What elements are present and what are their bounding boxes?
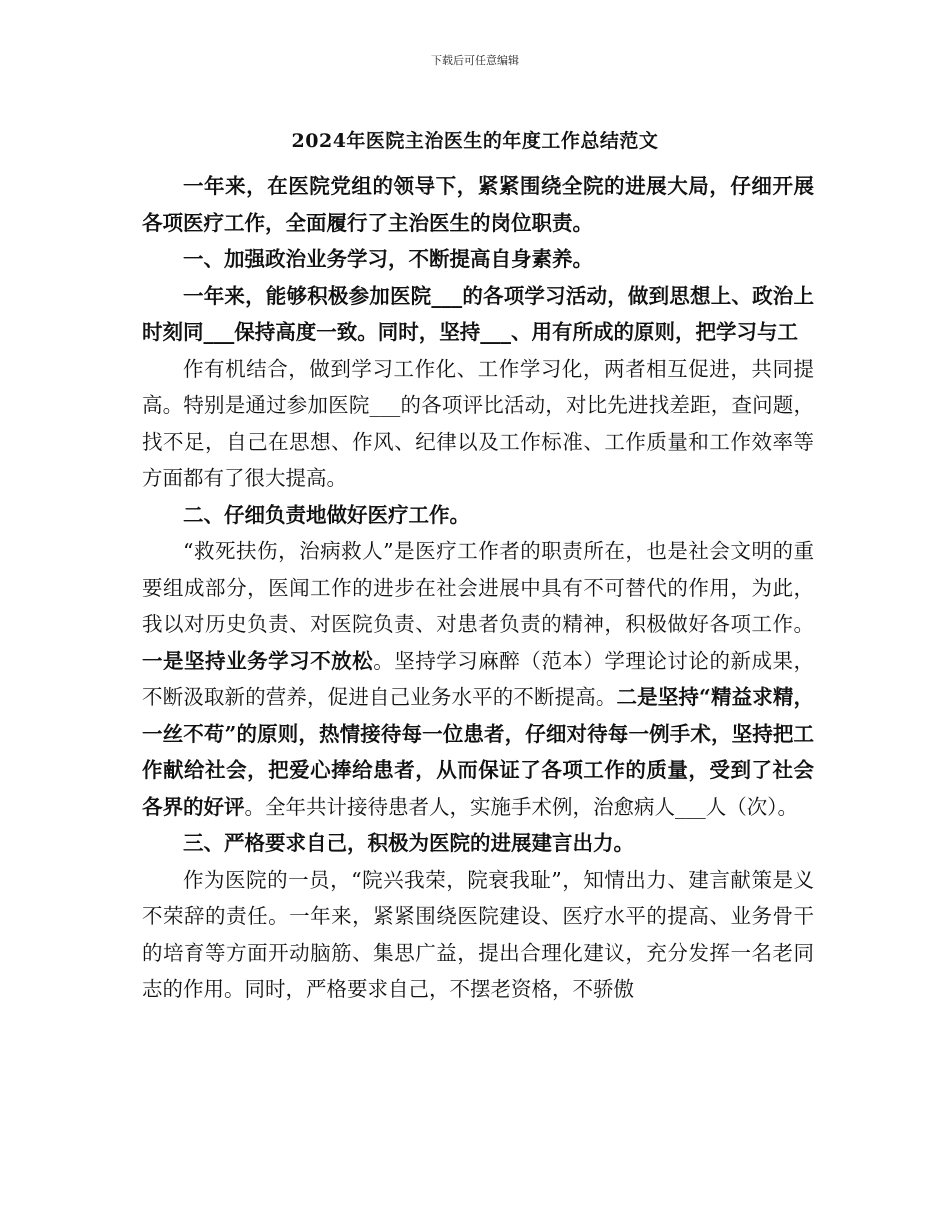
intro-paragraph: 一年来，在医院党组的领导下，紧紧围绕全院的进展大局，仔细开展各项医疗工作，全面履行了主治医生的岗位职责。 <box>142 174 814 235</box>
section-2-emphasis-2: 二是坚持“精益求精，一丝不苟”的原则，热情接待每一位患者，仔细对待每一例手术，坚持把工作献给社会，把爱心捧给患者，从而保证了各项工作的质量，受到了社会各界的好评 <box>142 685 815 819</box>
section-1-bold-paragraph: 一年来，能够积极参加医院___的各项学习活动，做到思想上、政治上时刻同___保持高度一致。同时，坚持___、用有所成的原则，把学习与工 <box>142 283 814 344</box>
section-3-paragraph: 作为医院的一员，“院兴我荣，院衰我耻”，知情出力、建言献策是义不荣辞的责任。一年来，紧紧围绕医院建设、医疗水平的提高、业务骨干的培育等方面开动脑筋、集思广益，提出合理化建议，充分发挥一名老同志的作用。同时，严格要求自己，不摆老资格，不骄傲 <box>142 867 814 1001</box>
document-body <box>142 168 814 1008</box>
section-heading-2: 二、仔细负责地做好医疗工作。 <box>183 502 470 527</box>
page-header-note: 下载后可任意编辑 <box>431 54 519 67</box>
section-2-emphasis-1: 一是坚持业务学习不放松 <box>142 648 374 673</box>
section-heading-1: 一、加强政治业务学习，不断提高自身素养。 <box>183 247 593 271</box>
section-2-paragraph <box>142 533 814 825</box>
document-title: 2024年医院主治医生的年度工作总结范文 <box>291 130 659 152</box>
section-1-paragraph: 作有机结合，做到学习工作化、工作学习化，两者相互促进，共同提高。特别是通过参加医院___的各项评比活动，对比先进找差距，查问题，找不足，自己在思想、作风、纪律以及工作标准、工作质量和工作效率等方面都有了很大提高。 <box>142 356 814 490</box>
section-heading-3: 三、严格要求自己，积极为医院的进展建言出力。 <box>183 831 634 855</box>
section-2-text-e: 。全年共计接待患者人，实施手术例，治愈病人___人（次）。 <box>244 794 798 819</box>
section-2-text-a: “救死扶伤，治病救人”是医疗工作者的职责所在，也是社会文明的重要组成部分，医闻工作的进步在社会进展中具有不可替代的作用，为此，我以对历史负责、对医院负责、对患者负责的精神，积极做好各项工作。 <box>142 539 814 636</box>
section-2-text-c: 。坚持学习麻醉（范本）学理论讨论的新成果，不断汲取新的营养，促进自己业务水平的不断提高。 <box>142 648 815 709</box>
